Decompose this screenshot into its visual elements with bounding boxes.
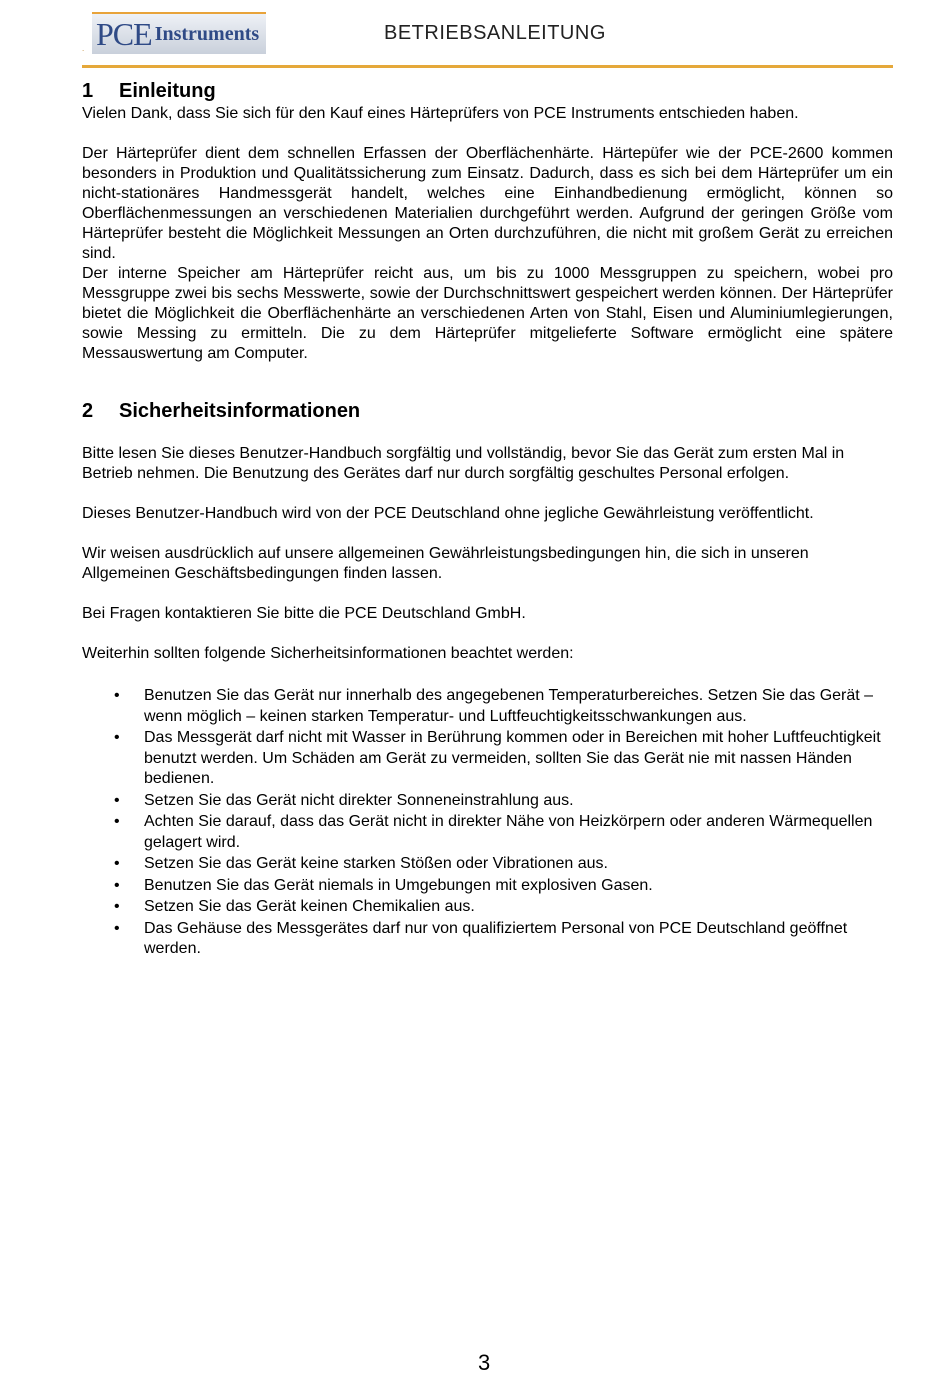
page-header xyxy=(82,10,893,70)
list-item: • Setzen Sie das Gerät nicht direkter Sonneneinstrahlung aus. xyxy=(82,791,893,812)
description-paragraph-2: Der interne Speicher am Härteprüfer reicht aus, um bis zu 1000 Messgruppen zu speichern, wobei pro Messgruppe zwei bis sechs Messwerte, sowie der Durchschnittswert gespeichert werden können. Der Härteprüfer bietet die Möglichkeit die Oberflächenhärte an verschiedenen Arten von Stahl, Eisen und Aluminiumlegierungen, sowie Messing zu ermitteln. Die zu dem Härteprüfer mitgelieferte Software ermöglicht eine spätere Messauswertung am Computer. xyxy=(82,265,893,362)
safety-paragraph-5: Weiterhin sollten folgende Sicherheitsinformationen beachtet werden: xyxy=(82,645,574,662)
logo-sub-text: Instruments xyxy=(154,22,260,45)
logo-dot: . xyxy=(82,44,85,53)
list-item: • Setzen Sie das Gerät keinen Chemikalien aus. xyxy=(82,897,893,918)
page-content xyxy=(82,78,893,961)
logo-main-text: PCE xyxy=(96,15,152,52)
safety-paragraph-4: Bei Fragen kontaktieren Sie bitte die PCE Deutschland GmbH. xyxy=(82,605,526,622)
list-item: • Das Gehäuse des Messgerätes darf nur von qualifiziertem Personal von PCE Deutschland geöffnet werden. xyxy=(82,919,893,960)
safety-paragraph-2: Dieses Benutzer-Handbuch wird von der PCE Deutschland ohne jegliche Gewährleistung veröffentlicht. xyxy=(82,505,814,522)
list-item: • Achten Sie darauf, dass das Gerät nicht in direkter Nähe von Heizkörpern oder anderen Wärmequellen gelagert wird. xyxy=(82,812,893,853)
list-item: • Benutzen Sie das Gerät niemals in Umgebungen mit explosiven Gasen. xyxy=(82,876,893,897)
list-item: • Das Messgerät darf nicht mit Wasser in Berührung kommen oder in Bereichen mit hoher Luftfeuchtigkeit benutzt werden. Um Schäden am Gerät zu vermeiden, sollten Sie das Gerät nie mit nassen Händen bedienen. xyxy=(82,728,893,790)
section-1-heading xyxy=(82,78,893,104)
list-item: • Setzen Sie das Gerät keine starken Stößen oder Vibrationen aus. xyxy=(82,854,893,875)
safety-paragraph-1: Bitte lesen Sie dieses Benutzer-Handbuch sorgfältig und vollständig, bevor Sie das Gerät zum ersten Mal in Betrieb nehmen. Die Benutzung des Gerätes darf nur durch sorgfältig geschultes Personal erfolgen. xyxy=(82,445,845,482)
section-2-number: 2 xyxy=(82,400,94,422)
header-rule xyxy=(82,65,893,68)
section-1-number: 1 xyxy=(82,80,94,102)
safety-list xyxy=(82,686,893,960)
document-title: BETRIEBSANLEITUNG xyxy=(384,22,606,44)
list-item: • Benutzen Sie das Gerät nur innerhalb des angegebenen Temperaturbereiches. Setzen Sie das Gerät – wenn möglich – keinen starken Temperatur- und Luftfeuchtigkeitsschwankungen aus. xyxy=(82,686,893,727)
pce-instruments-logo xyxy=(92,12,266,54)
section-1-title: Einleitung xyxy=(119,80,216,102)
safety-paragraph-3: Wir weisen ausdrücklich auf unsere allgemeinen Gewährleistungsbedingungen hin, die sich in unseren Allgemeinen Geschäftsbedingungen finden lassen. xyxy=(82,545,809,582)
intro-paragraph: Vielen Dank, dass Sie sich für den Kauf eines Härteprüfers von PCE Instruments entschieden haben. xyxy=(82,105,799,122)
section-2-title: Sicherheitsinformationen xyxy=(119,400,361,422)
page-number: 3 xyxy=(478,1350,491,1375)
description-paragraph-1: Der Härteprüfer dient dem schnellen Erfassen der Oberflächenhärte. Härtepüfer wie der PCE-2600 kommen besonders in Produktion und Qualitätssicherung zum Einsatz. Dadurch, dass es sich bei dem Härteprüfer um ein nicht-stationäres Handmessgerät handelt, welches eine Einhandbedienung ermöglicht, können so Oberflächenmessungen an verschiedenen Materialien durchgeführt werden. Aufgrund der geringen Größe vom Härteprüfer besteht die Möglichkeit Messungen an Orten durchzuführen, die nicht mit großem Gerät zu erreichen sind. xyxy=(82,145,893,262)
section-2-heading xyxy=(82,398,893,424)
